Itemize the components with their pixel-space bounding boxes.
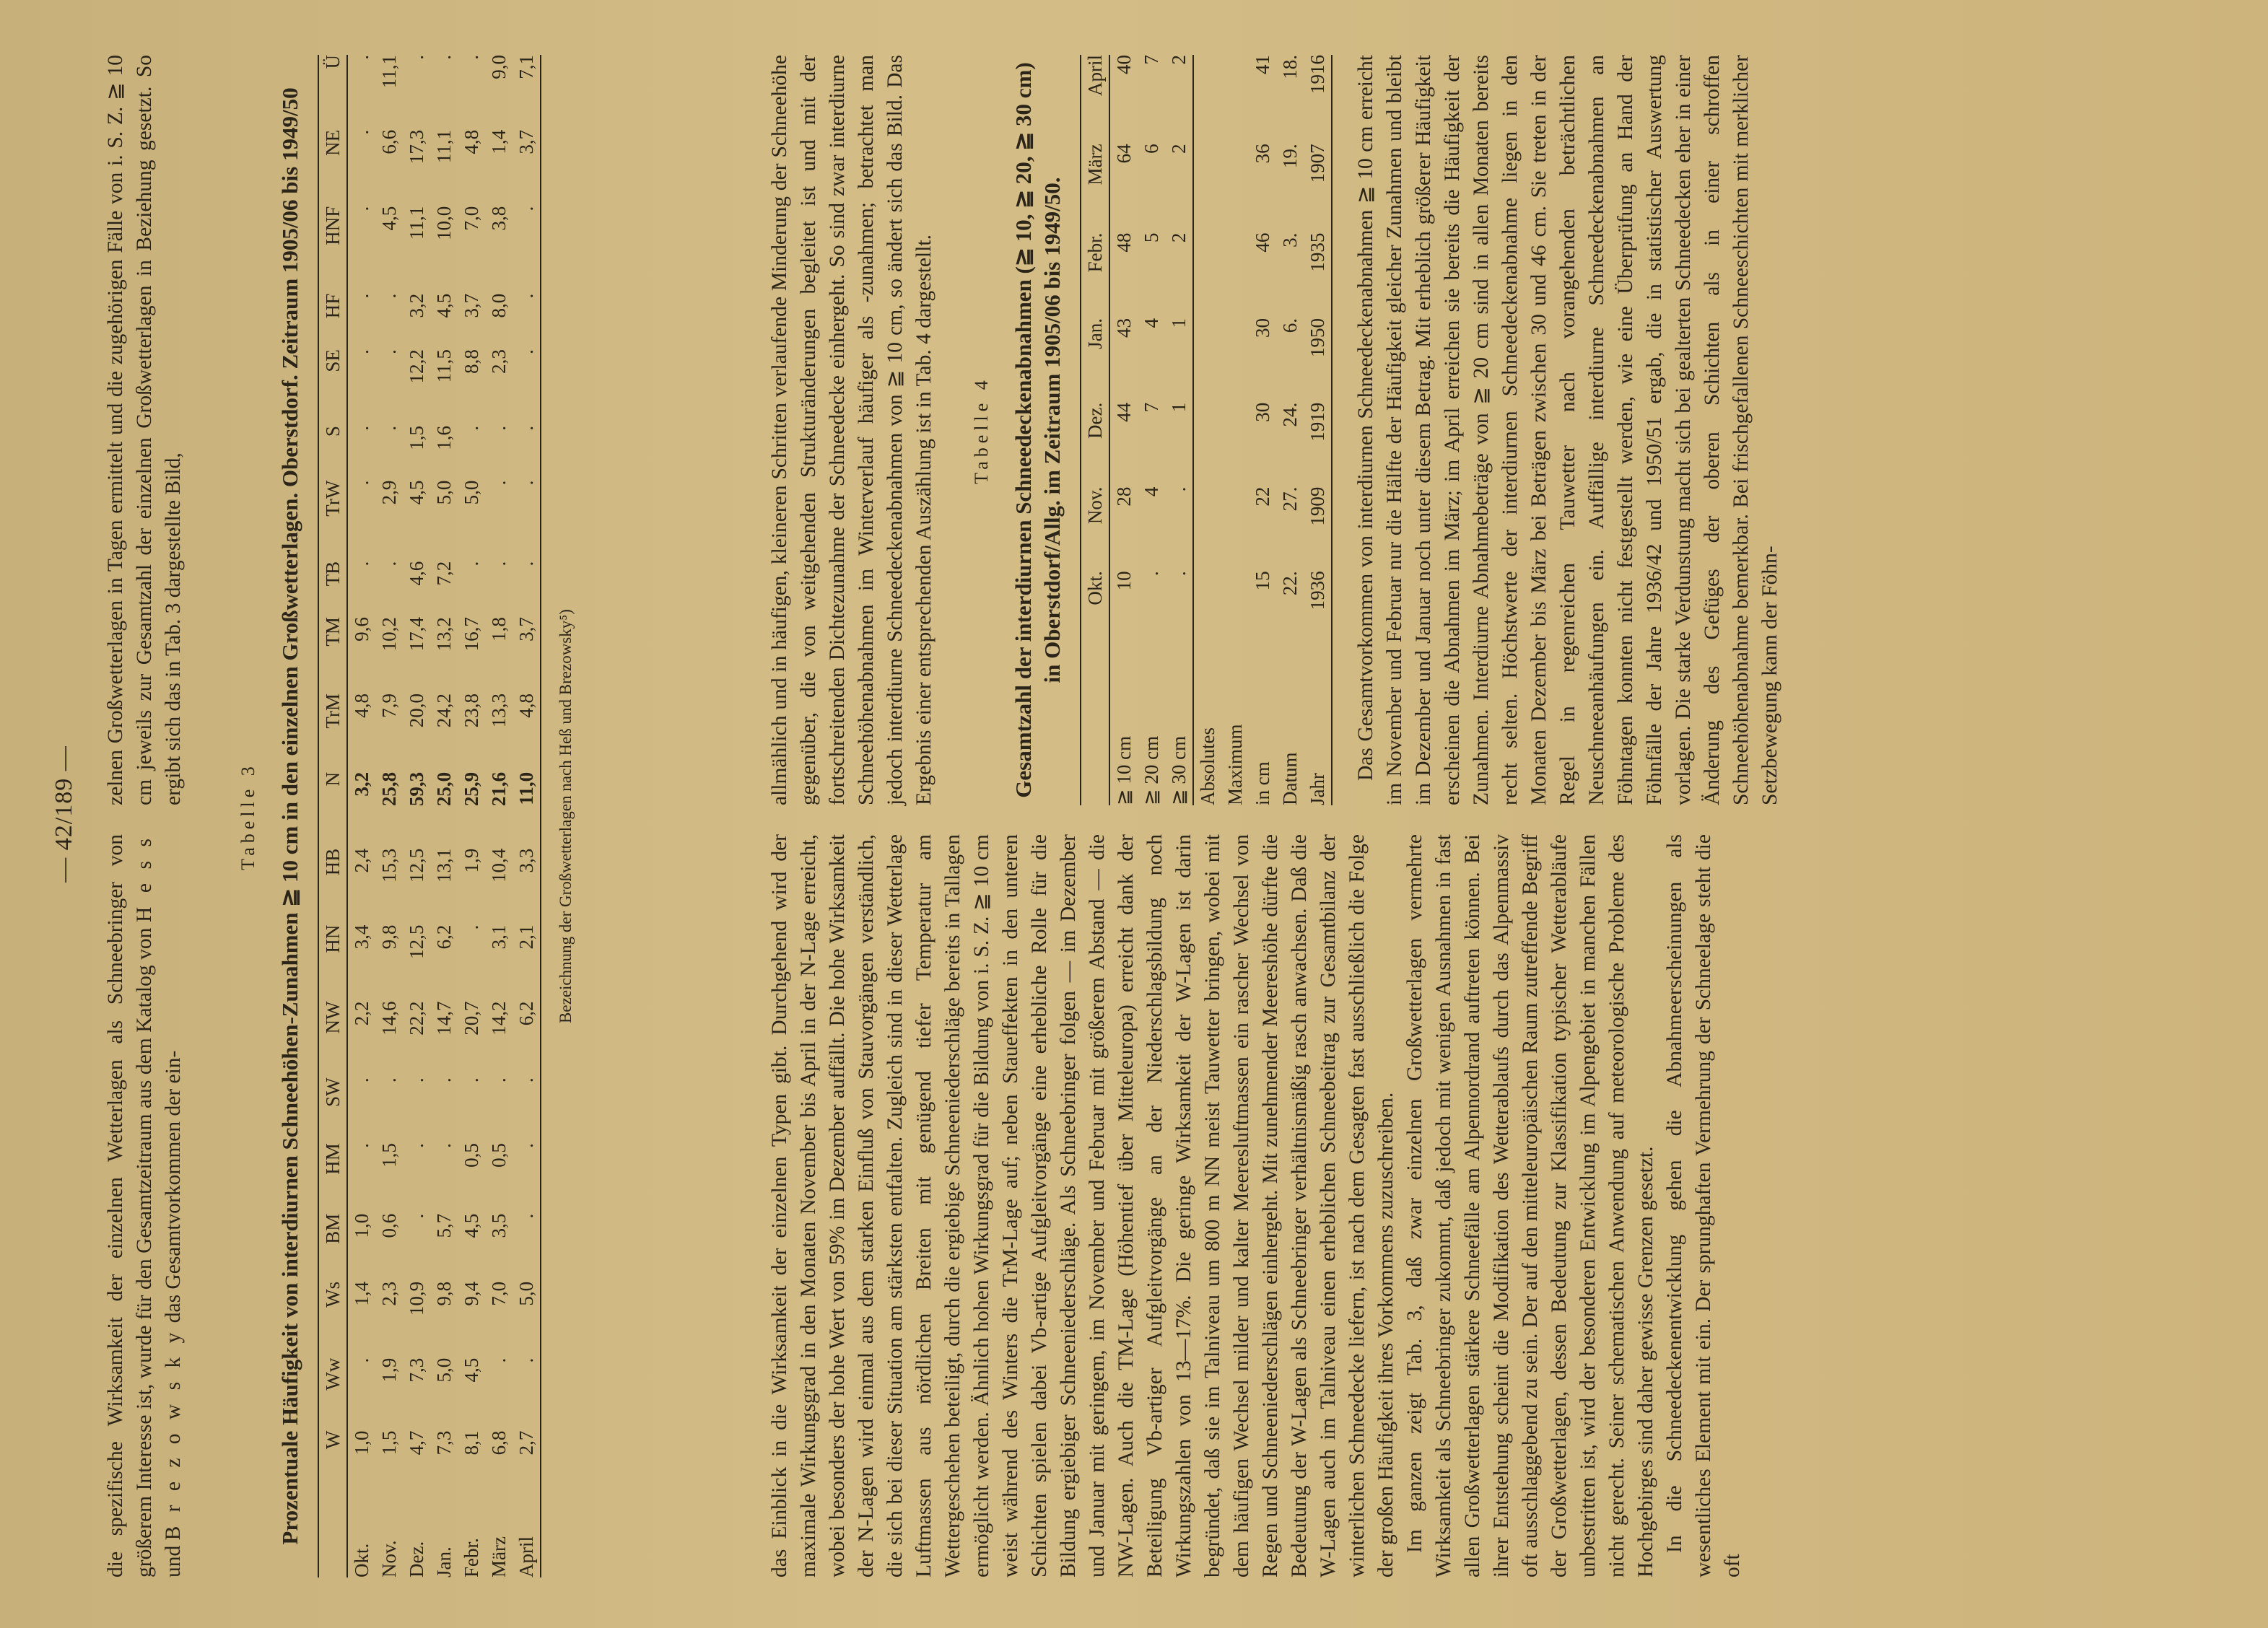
table3-cell: .	[433, 1077, 455, 1083]
table4-cell: 6	[1140, 144, 1162, 154]
table3-header-cell: HNF	[322, 206, 344, 245]
table4-caption: Tabelle 4	[971, 376, 992, 484]
table4-cell: 48	[1113, 232, 1135, 253]
table3-cell: .	[488, 480, 510, 486]
table3-cell: 7,1	[515, 55, 537, 79]
table4-cell: 7	[1140, 402, 1162, 413]
table4-cell: 40	[1113, 55, 1135, 74]
table3-cell: .	[351, 55, 372, 60]
table3-cell: .	[351, 1077, 372, 1083]
table3-cell: 5,0	[461, 480, 482, 505]
table3-cell: .	[515, 1357, 537, 1363]
table4-row	[1304, 55, 1332, 805]
table3-header-cell	[318, 1485, 347, 1577]
table3-cell: Jan.	[433, 1546, 455, 1577]
page-number: — 42/189 —	[51, 745, 77, 883]
table3-row	[347, 55, 375, 1577]
table3-cell: 12,5	[406, 848, 427, 883]
table3-cell: 1,5	[378, 1143, 400, 1168]
table4	[1080, 55, 1333, 805]
table3-cell: 9,8	[378, 924, 400, 950]
table3-cell: 9,4	[461, 1281, 482, 1306]
table3-cell: .	[515, 1213, 537, 1219]
table4-cell: 22	[1252, 486, 1273, 507]
table4-cell: 1950	[1304, 318, 1332, 403]
table4-cell: 3.	[1279, 232, 1301, 248]
table3-cell: 25,0	[433, 771, 455, 807]
table3-header-cell: SE	[322, 349, 344, 372]
table3-cell: 16,7	[461, 617, 482, 652]
table3-cell: 3,2	[406, 293, 427, 318]
table3-cell: 22,2	[406, 1001, 427, 1036]
table4-cell: 2	[1165, 55, 1193, 144]
table4-header-cell: April	[1084, 55, 1106, 96]
table4-cell: 22.	[1279, 571, 1301, 596]
table4-cell: ≧ 10 cm	[1113, 735, 1135, 805]
table4-cell: 64	[1113, 144, 1135, 164]
table4-cell: 1	[1165, 403, 1193, 487]
table3-cell: 4,6	[406, 561, 427, 586]
table3-cell: 4,5	[433, 293, 455, 318]
table3-cell: 1,6	[433, 426, 455, 450]
table3-cell: 23,8	[461, 693, 482, 728]
table3-cell: .	[515, 480, 537, 486]
table4-header-cell: Nov.	[1084, 486, 1106, 525]
table3-cell: 10,4	[488, 848, 510, 883]
table3-cell: 8,8	[461, 349, 482, 374]
table4-cell: 2	[1165, 144, 1193, 232]
table4-cell: 43	[1113, 318, 1135, 338]
table3-cell: .	[461, 924, 482, 930]
table4-cell: ≧ 30 cm	[1165, 655, 1193, 805]
table3-cell: 12,5	[406, 924, 427, 959]
table3-header-cell: TrM	[322, 693, 344, 729]
table3-row	[485, 55, 513, 1577]
table3-cell: 17,4	[406, 617, 427, 652]
table4-cell: 24.	[1279, 402, 1301, 427]
table4-row	[1165, 55, 1193, 805]
table3-cell: 6,6	[378, 129, 400, 154]
table3-cell: .	[406, 1143, 427, 1148]
table3-cell: 5,0	[433, 480, 455, 505]
table3-cell: .	[488, 561, 510, 566]
body-left-column: das Einblick in die Wirksamkeit der einzelnen Typen gibt. Durchgehend wird der maximale Wirkungsgrad in den Monaten November bis April in der N-Lage erreicht, wobei besonders der hohe Wert von 59% im Dezember auffällt. Die hohe Wirksamkeit der N-Lagen wird einmal aus dem starken Einfluß von Stauvorgängen verständlich, die sich bei dieser Situation am stärksten entfalten. Zugleich sind in dieser Wetterlage Luftmassen aus nördlichen Breiten mit genügend tiefer Temperatur am Wettergeschehen beteiligt, durch die ergiebige Schneeniederschläge bereits in Tallagen ermöglicht werden. Ähnlich hohen Wirkungsgrad für die Bildung von i. S. Z. ≧ 10 cm weist während des Winters die TrM-Lage auf; neben Staueffekten in den unteren Schichten spielen dabei Vb-artige Aufgleitvorgänge eine erhebliche Rolle für die Bildung ergiebiger Schneeniederschläge. Als Schneebringer folgen — im Dezember und Januar mit geringem, im November und Februar mit größerem Abstand — die NW-Lagen. Auch die TM-Lage (Höhentief über Mitteleuropa) erreicht dank der Beteiligung Vb-artiger Aufgleitvorgänge an der Niederschlagsbildung noch Wirkungszahlen von 13—17%. Die geringe Wirksamkeit der W-Lagen ist darin begründet, daß sie im Talniveau um 800 m NN meist Tauwetter bringen, wobei mit dem häufigen Wechsel milder und kalter Meeresluftmassen ein rascher Wechsel von Regen und Schneeniederschlägen einhergeht. Mit zunehmender Meereshöhe dürfte die Bedeutung der W-Lagen als Schneebringer verhältnismäßig rasch anwachsen. Daß die W-Lagen auch im Talniveau einen erheblichen Schneebeitrag zur Gesamtbilanz der winterlichen Schneedecke liefern, ist nach dem Gesagten fast ausschließlich die Folge der großen Häufigkeit ihres Vorkommens zuzuschreiben. Im ganzen zeigt Tab. 3, daß zwar einzelnen Großwetterlagen vermehrte Wirksamkeit als Schneebringer zukommt, daß jedoch mit wenigen Ausnahmen in fast allen Großwetterlagen stärkere Schneefälle am Alpennordrand auftreten können. Bei ihrer Entstehung scheint die Modifikation des Wetterablaufs durch das Alpenmassiv oft ausschlaggebend zu sein. Der auf den mitteleuropäischen Raum zutreffende Begriff der Großwetterlagen, dessen Bedeutung zur Klassifikation typischer Wetterabläufe unbestritten ist, wird der besonderen Entwicklung im Alpengebiet in manchen Fällen nicht gerecht. Seiner schematischen Anwendung auf meteorologische Probleme des Hochgebirges sind daher gewisse Grenzen gesetzt. In die Schneedeckenentwicklung gehen die Abnahmeerscheinungen als wesentliches Element mit ein. Der sprunghaften Vermehrung der Schneelage steht die oft	[768, 834, 1744, 1577]
table3-header-cell: N	[322, 771, 344, 787]
table4-cell: 4	[1140, 318, 1162, 328]
table3-cell: .	[488, 426, 510, 431]
table4-cell: 46	[1252, 232, 1273, 253]
table3-cell: 13,3	[488, 693, 510, 728]
table3-cell: .	[351, 561, 372, 566]
table3-title: Prozentuale Häufigkeit von interdiurnen Schneehöhen-Zunahmen ≧ 10 cm in den einzelnen Großwetterlagen. Oberstdorf. Zeitraum 1905/06 bis 1949/50	[277, 87, 302, 1545]
table4-row	[1138, 55, 1165, 805]
table3-cell: 4,5	[378, 206, 400, 231]
table4-cell: 7	[1140, 55, 1162, 65]
table3-cell: 7,0	[461, 206, 482, 231]
table3-cell: 1,0	[351, 1213, 372, 1238]
table3-cell: 59,3	[406, 771, 427, 807]
table3-cell: 7,2	[433, 561, 455, 586]
table4-cell: 15	[1252, 571, 1273, 591]
table3-header-cell: TB	[322, 561, 344, 587]
intro-left-text: die spezifische Wirksamkeit der einzelnen Wetterlagen als Schneebringer von größerem Interesse ist, wurde für den Gesamtzeitraum aus dem Katalog von H e s s und B r e z o w s k y das Gesamtvorkommen der ein-	[104, 834, 185, 1577]
table3-cell: 3,7	[461, 293, 482, 318]
table3-cell: 11,0	[515, 771, 537, 805]
table3-cell: .	[351, 1357, 372, 1363]
table3-cell: 14,6	[378, 1001, 400, 1036]
table4-cell: 1936	[1304, 571, 1332, 655]
table3-cell: Dez.	[406, 1541, 427, 1577]
table3-cell: 17,3	[406, 129, 427, 165]
table3-cell: 24,2	[433, 693, 455, 728]
table4-cell: 2	[1165, 233, 1193, 318]
table4-cell: 30	[1252, 318, 1273, 338]
table3-header-cell: HB	[322, 848, 344, 876]
table3-cell: Nov.	[378, 1540, 400, 1577]
table3-cell: 1,9	[378, 1357, 400, 1383]
table3-cell: 4,8	[515, 693, 537, 718]
table4-cell: 1	[1165, 318, 1193, 403]
table4-header-cell: März	[1084, 144, 1106, 185]
table4-cell: 1907	[1304, 144, 1332, 232]
table3-cell: 4,5	[461, 1213, 482, 1238]
table3-cell: 9,0	[488, 55, 510, 79]
table4-cell: .	[1165, 487, 1193, 572]
table4-row	[1249, 55, 1276, 805]
table3-row	[513, 55, 541, 1577]
table3-cell: .	[378, 293, 400, 299]
table3-cell: .	[351, 129, 372, 135]
table3-cell: 13,1	[433, 848, 455, 883]
table3-cell: April	[515, 1536, 537, 1577]
table4-cell: 18.	[1279, 55, 1301, 79]
table3-header-cell: Ww	[322, 1357, 344, 1391]
table3-cell: 4,8	[461, 129, 482, 154]
table3-cell: .	[433, 1143, 455, 1148]
table3-cell: 14,7	[433, 1001, 455, 1036]
table3-cell: 7,3	[433, 1430, 455, 1456]
table3-cell: 3,7	[515, 617, 537, 642]
table3-cell: 13,2	[433, 617, 455, 652]
table3-cell: 4,8	[351, 693, 372, 718]
table3-cell: Okt.	[351, 1543, 372, 1577]
table3-cell: 0,5	[488, 1143, 510, 1168]
table3-cell: 3,2	[351, 771, 372, 797]
table4-header-cell	[1081, 655, 1109, 805]
table3-cell: 3,1	[488, 924, 510, 950]
table3-cell: 9,8	[433, 1281, 455, 1306]
table3-cell: 3,8	[488, 206, 510, 231]
table3-cell: .	[406, 1077, 427, 1083]
table3-cell: 25,8	[378, 771, 400, 807]
table3-cell: .	[461, 561, 482, 566]
table3-cell: 11,1	[433, 129, 455, 164]
table3-cell: 5,0	[433, 1357, 455, 1383]
table4-label: Absolutes	[1197, 727, 1218, 805]
table3-cell: .	[515, 349, 537, 354]
table3-cell: .	[351, 293, 372, 299]
table3-header-cell: HF	[322, 293, 344, 319]
table3-cell: 8,0	[488, 293, 510, 318]
table3-cell: 3,7	[515, 129, 537, 154]
table3-cell: .	[515, 206, 537, 211]
body-right-column: allmählich und in häufigen, kleineren Schritten verlaufende Minderung der Schneehöhe gegenüber, die von weitgehenden Strukturänderungen begleitet ist und mit der fortschreitenden Dichtezunahme der Schneedecke einhergeht. So sind zwar interdiurne Schneehöhenabnahmen im Winterverlauf häufiger als -zunahmen; betrachtet man jedoch interdiurne Schneedeckenabnahmen von ≧ 10 cm, so ändert sich das Bild. Das Ergebnis einer entsprechenden Auszählung ist in Tab. 4 dargestellt. Tabelle 4 Gesamtzahl der interdiurnen Schneedeckenabnahmen (≧ 10, ≧ 20, ≧ 30 cm) in Oberstdorf/Allg. im Zeitraum 1905/06 bis 1949/50. Okt. Nov. Dez. Jan. Febr. März April ≧ 10 cm 10 28 44 43 48 64 40 ≧ 20 cm . 4 7 4 5 6 7 ≧ 30 cm . . 1 1 2 2 2 Absolutes Maximum in cm 15 22 30 30 46 36 41 Datum 22. 27. 24. 6. 3. 19. 18. Jahr 1936 1909 1919 1950 1935 1907 1916 Das Gesamtvorkommen von interdiurnen Schneedeckenabnahmen ≧ 10 cm erreicht im November und Februar nur die Hälfte der Häufigkeit gleicher Zunahmen und bleibt im Dezember und Januar noch unter diesem Betrag. Mit erheblich größerer Häufigkeit erscheinen die Abnahmen im März; im April erreichen sie bereits die Häufigkeit der Zunahmen. Interdiurne Abnahmebeträge von ≧ 20 cm sind in allen Monaten bereits recht selten. Höchstwerte der interdiurnen Schneedeckenabnahme liegen in den Monaten Dezember bis März bei Beträgen zwischen 30 und 46 cm. Sie treten in der Regel in regenreichen Tauwetter nach vorangehenden beträchtlichen Neuschneeanhäufungen ein. Auffällige interdiurne Schneedeckenabnahmen an Föhntagen konnten nicht festgestellt werden, wie eine Überprüfung an Hand der Föhnfälle der Jahre 1936/42 und 1950/51 ergab, die in statistischer Auswertung vorlagen. Die starke Verdunstung macht sich bei gealterten Schneedecken eher in einer Änderung des Gefüges der oberen Schichten als in einer schroffen Schneehöhenabnahme bemerkbar. Bei frischgefallenen Schneeschichten mit merklicher Setzbewegung kann der Föhn-	[768, 55, 1781, 805]
table3-cell: 1,4	[488, 129, 510, 154]
table3-cell: .	[433, 55, 455, 60]
table3-row	[375, 55, 403, 1577]
table3-cell: 10,9	[406, 1281, 427, 1316]
table3-cell: .	[461, 426, 482, 431]
table4-title: Gesamtzahl der interdiurnen Schneedeckenabnahmen (≧ 10, ≧ 20, ≧ 30 cm) in Oberstdorf/Allg. im Zeitraum 1905/06 bis 1949/50.	[1011, 62, 1065, 798]
table3-cell: 4,5	[406, 480, 427, 505]
table3-cell: 10,2	[378, 617, 400, 652]
table3-header-cell: Ü	[322, 55, 344, 69]
table3	[318, 55, 541, 1577]
table3-header-cell: SW	[322, 1077, 344, 1107]
table3-cell: 25,9	[461, 771, 482, 807]
table3-cell: 10,0	[433, 206, 455, 240]
table4-header-cell: Jan.	[1084, 318, 1106, 349]
table3-cell: 6,2	[433, 924, 455, 950]
table3-row	[458, 55, 485, 1577]
table3-cell: 1,8	[488, 617, 510, 642]
table3-cell: .	[515, 561, 537, 566]
table3-cell: 8,1	[461, 1430, 482, 1456]
table3-cell: 6,8	[488, 1430, 510, 1456]
table3-header-cell: BM	[322, 1213, 344, 1244]
table3-cell: 6,2	[515, 1001, 537, 1026]
table3-header-cell: NE	[322, 129, 344, 156]
table3-cell: .	[378, 561, 400, 566]
table3-cell: 2,9	[378, 480, 400, 505]
table4-cell: 1909	[1304, 487, 1332, 572]
table4-cell: 28	[1113, 486, 1135, 507]
table3-cell: .	[488, 1357, 510, 1363]
table3-cell: .	[351, 480, 372, 486]
table4-cell: 1919	[1304, 403, 1332, 487]
table4-cell: 19.	[1279, 144, 1301, 169]
table4-cell: ≧ 20 cm	[1140, 735, 1162, 805]
table3-cell: 2,4	[351, 848, 372, 873]
table3-cell: .	[406, 1213, 427, 1219]
table3-cell: 7,0	[488, 1281, 510, 1306]
table4-cell: 44	[1113, 402, 1135, 422]
table3-header-cell: TrW	[322, 480, 344, 517]
table4-cell: 4	[1140, 486, 1162, 497]
table3-cell: 9,6	[351, 617, 372, 642]
table3-footnote: Bezeichnung der Großwetterlagen nach Heß und Brezowsky⁵)	[557, 609, 575, 1023]
table4-cell: 27.	[1279, 486, 1301, 512]
table3-cell: .	[515, 1143, 537, 1148]
table4-row	[1109, 55, 1138, 805]
table3-cell: 2,1	[515, 924, 537, 950]
table3-cell: .	[461, 55, 482, 60]
table3-cell: .	[515, 293, 537, 299]
table3-header-cell: NW	[322, 1001, 344, 1034]
table3-cell: .	[461, 1077, 482, 1083]
table3-cell: 4,5	[461, 1357, 482, 1383]
table3-cell: .	[378, 349, 400, 354]
table4-cell: in cm	[1252, 761, 1273, 805]
table3-cell: 11,1	[406, 206, 427, 240]
table4-cell: Jahr	[1304, 655, 1332, 805]
table3-cell: 3,5	[488, 1213, 510, 1238]
table4-cell: 36	[1252, 144, 1273, 164]
table4-cell: 6.	[1279, 318, 1301, 333]
table3-cell: .	[351, 426, 372, 431]
table4-row	[1276, 55, 1304, 805]
table3-caption: Tabelle 3	[237, 762, 258, 870]
table3-header-cell: HN	[322, 924, 344, 953]
table3-cell: 7,3	[406, 1357, 427, 1383]
table4-row	[1193, 55, 1221, 805]
table3-cell: 2,2	[351, 1001, 372, 1026]
table3-cell: 3,3	[515, 848, 537, 873]
table3-cell: .	[515, 426, 537, 431]
table3-cell: .	[351, 349, 372, 354]
table3-cell: 1,0	[351, 1430, 372, 1456]
table3-cell: 11,5	[433, 349, 455, 383]
table3-cell: .	[406, 55, 427, 60]
table3-cell: .	[378, 1077, 400, 1083]
table4-header-cell: Febr.	[1084, 232, 1106, 273]
table3-cell: 5,7	[433, 1213, 455, 1238]
table3-cell: 1,9	[461, 848, 482, 873]
table4-header-cell: Dez.	[1084, 402, 1106, 439]
table3-cell: 11,1	[378, 55, 400, 89]
table3-cell: 12,2	[406, 349, 427, 384]
table4-label: Maximum	[1224, 724, 1246, 805]
table4-cell: 1935	[1304, 233, 1332, 318]
table3-cell: 7,9	[378, 693, 400, 718]
table3-cell: .	[515, 1077, 537, 1083]
intro-right-text: zelnen Großwetterlagen in Tagen ermittelt und die zugehörigen Fälle von i. S. Z. ≧ 10 cm jeweils zur Gesamtzahl der einzelnen Großwetterlagen in Beziehung gesetzt. So ergibt sich das in Tab. 3 dargestellte Bild,	[104, 55, 185, 805]
table3-header-cell: W	[322, 1430, 344, 1450]
table3-block	[217, 55, 580, 1577]
table4-cell: 5	[1140, 232, 1162, 243]
table3-cell: 1,4	[351, 1281, 372, 1306]
table4-cell: 30	[1252, 402, 1273, 422]
table4-cell: 41	[1252, 55, 1273, 74]
table3-cell: 3,4	[351, 924, 372, 950]
table3-cell: 14,2	[488, 1001, 510, 1036]
table4-row	[1221, 55, 1249, 805]
table3-cell: 2,3	[488, 349, 510, 374]
table3-cell: 20,0	[406, 693, 427, 728]
table3-cell: .	[351, 206, 372, 211]
table4-cell: .	[1140, 571, 1162, 577]
table4-header-cell: Okt.	[1084, 571, 1106, 605]
table3-cell: 1,5	[378, 1430, 400, 1456]
table3-header-cell: HM	[322, 1143, 344, 1175]
table3-header-cell: TM	[322, 617, 344, 647]
table3-row	[403, 55, 430, 1577]
table3-cell: .	[378, 426, 400, 431]
table3-cell: 21,6	[488, 771, 510, 807]
table3-cell: März	[488, 1536, 510, 1577]
table4-cell: Datum	[1279, 752, 1301, 805]
table3-cell: Febr.	[461, 1538, 482, 1577]
table3-cell: 4,7	[406, 1430, 427, 1456]
table3-header-cell: Ws	[322, 1281, 344, 1308]
table3-cell: 15,3	[378, 848, 400, 883]
table4-cell: 1916	[1304, 55, 1332, 144]
table3-cell: 0,6	[378, 1213, 400, 1238]
table3-cell: 2,7	[515, 1430, 537, 1456]
table3-header-cell: S	[322, 426, 344, 437]
table3-cell: 5,0	[515, 1281, 537, 1306]
table4-cell: .	[1165, 571, 1193, 655]
table3-cell: 2,3	[378, 1281, 400, 1306]
table3-cell: .	[351, 1143, 372, 1148]
table3-cell: 1,5	[406, 426, 427, 450]
table4-cell: 10	[1113, 571, 1135, 591]
table3-cell: 0,5	[461, 1143, 482, 1168]
table3-cell: 20,7	[461, 1001, 482, 1036]
table3-row	[430, 55, 458, 1577]
table3-cell: .	[488, 1077, 510, 1083]
